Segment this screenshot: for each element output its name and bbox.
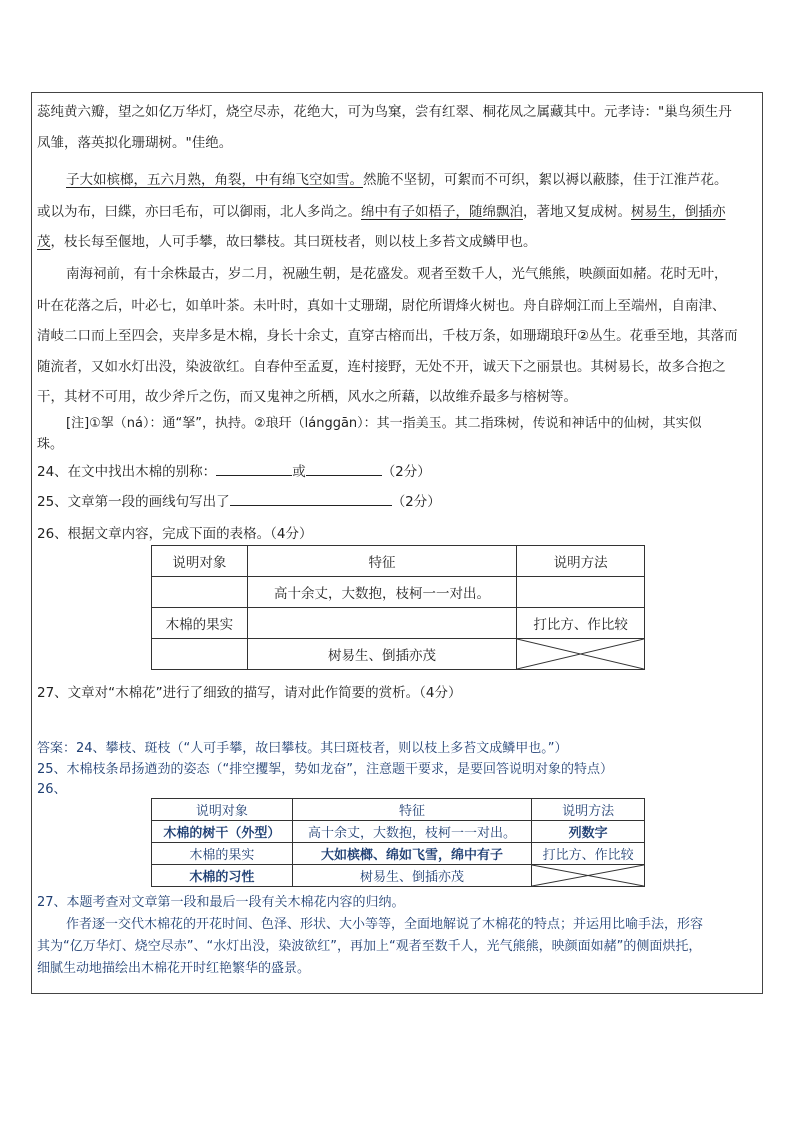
table-cell[interactable] (517, 577, 645, 608)
table-cell: 打比方、作比较 (532, 843, 645, 865)
underlined-sentence: 子大如槟榔，五六月熟，角裂，中有绵飞空如雪。 (66, 172, 363, 188)
table-row (152, 577, 645, 608)
note-line: 珠。 (37, 437, 64, 452)
question-26: 26、根据文章内容，完成下面的表格。（4分） (37, 526, 313, 542)
answer-24: 答案：24、攀枝、斑枝（“人可手攀，故曰攀枝。其曰斑枝者，则以枝上多苔文成鳞甲也。”） (37, 741, 568, 756)
passage-line (37, 200, 757, 220)
table-header: 说明方法 (517, 546, 645, 577)
answer-27-text: 其为“亿万华灯、烧空尽赤”、“水灯出没，染波欲红”，再加上“观者至数千人，光气熊熊，映颜面如赭”的侧面烘托， (37, 939, 702, 954)
table-cell: 列数字 (532, 821, 645, 843)
crossed-out-cell (532, 865, 645, 887)
table-header-row (152, 799, 645, 821)
passage-line: 凤雏，落英拟化珊瑚树。"佳绝。 (37, 135, 233, 151)
question-text: 24、在文中找出木棉的别称： (37, 464, 217, 480)
answer-26-label: 26、 (37, 782, 67, 797)
passage-text: 然脆不坚韧，可絮而不可织，絮以褥以蔽膝，佳于江淮芦花。 (363, 172, 728, 188)
answer-25: 25、木棉枝条昂扬遒劲的姿态（“排空攫挐，势如龙奋”，注意题干要求，是要回答说明对象的特点） (37, 762, 614, 777)
table-cell: 打比方、作比较 (517, 608, 645, 639)
table-header: 说明对象 (152, 799, 293, 821)
underlined-sentence: 树易生，倒插亦 (631, 204, 726, 220)
table-cell[interactable] (152, 577, 248, 608)
table-row (152, 608, 645, 639)
passage-line: 干，其材不可用，故少斧斤之伤，而又鬼神之所栖，风水之所藉，以故维乔最多与榕树等。 (37, 389, 577, 405)
answer-27-text: 作者逐一交代木棉花的开花时间、色泽、形状、大小等等，全面地解说了木棉花的特点；并运用比喻手法，形容 (66, 917, 704, 932)
answer-blank[interactable] (306, 463, 382, 476)
passage-line: 清岐二口而上至四会，夹岸多是木棉，身长十余丈，直穿古榕而出，千枝万条，如珊瑚琅玕②丛生。花垂至地，其落而 (37, 328, 738, 344)
question-27: 27、文章对“木棉花”进行了细致的描写，请对此作简要的赏析。（4分） (37, 685, 462, 701)
passage-text: ，著地又复成树。 (523, 204, 631, 220)
table-row (152, 639, 645, 670)
table-row (152, 843, 645, 865)
answer-27-text: 细腻生动地描绘出木棉花开时红艳繁华的盛景。 (37, 961, 311, 976)
table-row (152, 821, 645, 843)
table-header: 说明对象 (152, 546, 248, 577)
answer-27: 27、本题考查对文章第一段和最后一段有关木棉花内容的归纳。 (37, 895, 405, 910)
table-cell: 树易生、倒插亦茂 (247, 639, 516, 670)
answer-table (151, 798, 645, 887)
passage-text: 或以为布，曰緤，亦曰毛布，可以御雨，北人多尚之。 (37, 204, 361, 220)
table-cell: 木棉的果实 (152, 608, 248, 639)
passage-line: 南海祠前，有十余株最古，岁二月，祝融生朝，是花盛发。观者至数千人，光气熊熊，映颜面如赭。花时无叶， (66, 266, 728, 282)
table-cell[interactable] (247, 608, 516, 639)
table-header: 特征 (292, 799, 531, 821)
question-text: 25、文章第一段的画线句写出了 (37, 494, 230, 510)
passage-text: ，枝长每至偃地，人可手攀，故曰攀枝。其曰斑枝者，则以枝上多苔文成鳞甲也。 (50, 234, 537, 250)
passage-line (37, 230, 757, 250)
table-cell: 木棉的果实 (152, 843, 293, 865)
question-25 (37, 490, 757, 510)
underlined-sentence: 茂 (37, 234, 51, 250)
passage-line: 叶在花落之后，叶必七，如单叶茶。未叶时，真如十丈珊瑚，尉佗所谓烽火树也。舟自辟炯江而上至端州，自南津、 (37, 298, 726, 314)
answer-blank[interactable] (230, 493, 392, 506)
question-text: 或 (292, 464, 306, 480)
passage-line: 蕊纯黄六瓣，望之如亿万华灯，烧空尽赤，花绝大，可为鸟窠，尝有红翠、桐花凤之属藏其中。元孝诗："巢鸟须生丹 (37, 104, 732, 120)
crossed-out-cell (517, 639, 645, 670)
table-cell: 木棉的习性 (152, 865, 293, 887)
answer-blank[interactable] (216, 463, 292, 476)
table-header-row (152, 546, 645, 577)
table-row (152, 865, 645, 887)
table-cell: 高十余丈，大数抱，枝柯一一对出。 (247, 577, 516, 608)
table-header: 说明方法 (532, 799, 645, 821)
table-cell: 木棉的树干（外型） (152, 821, 293, 843)
passage-line: 随流者，又如水灯出没，染波欲红。自春仲至孟夏，连村接野，无处不开，诚天下之丽景也。其树易长，故多合抱之 (37, 359, 726, 375)
question-24 (37, 460, 757, 480)
table-cell: 大如槟榔、绵如飞雪，绵中有子 (292, 843, 531, 865)
table-cell: 树易生、倒插亦茂 (292, 865, 531, 887)
table-header: 特征 (247, 546, 516, 577)
table-cell[interactable] (152, 639, 248, 670)
score-label: （2分） (391, 494, 441, 510)
note-line: [注]①挐（ná）：通“拏”，执持。②琅玕（lánggān）：其一指美玉。其二指珠树，传说和神话中的仙树，其实似 (66, 416, 702, 431)
score-label: （2分） (381, 464, 431, 480)
passage-line (66, 168, 756, 188)
underlined-sentence: 绵中有子如梧子，随绵飘泊 (361, 204, 523, 220)
question-table (151, 545, 645, 670)
table-cell: 高十余丈，大数抱，枝柯一一对出。 (292, 821, 531, 843)
